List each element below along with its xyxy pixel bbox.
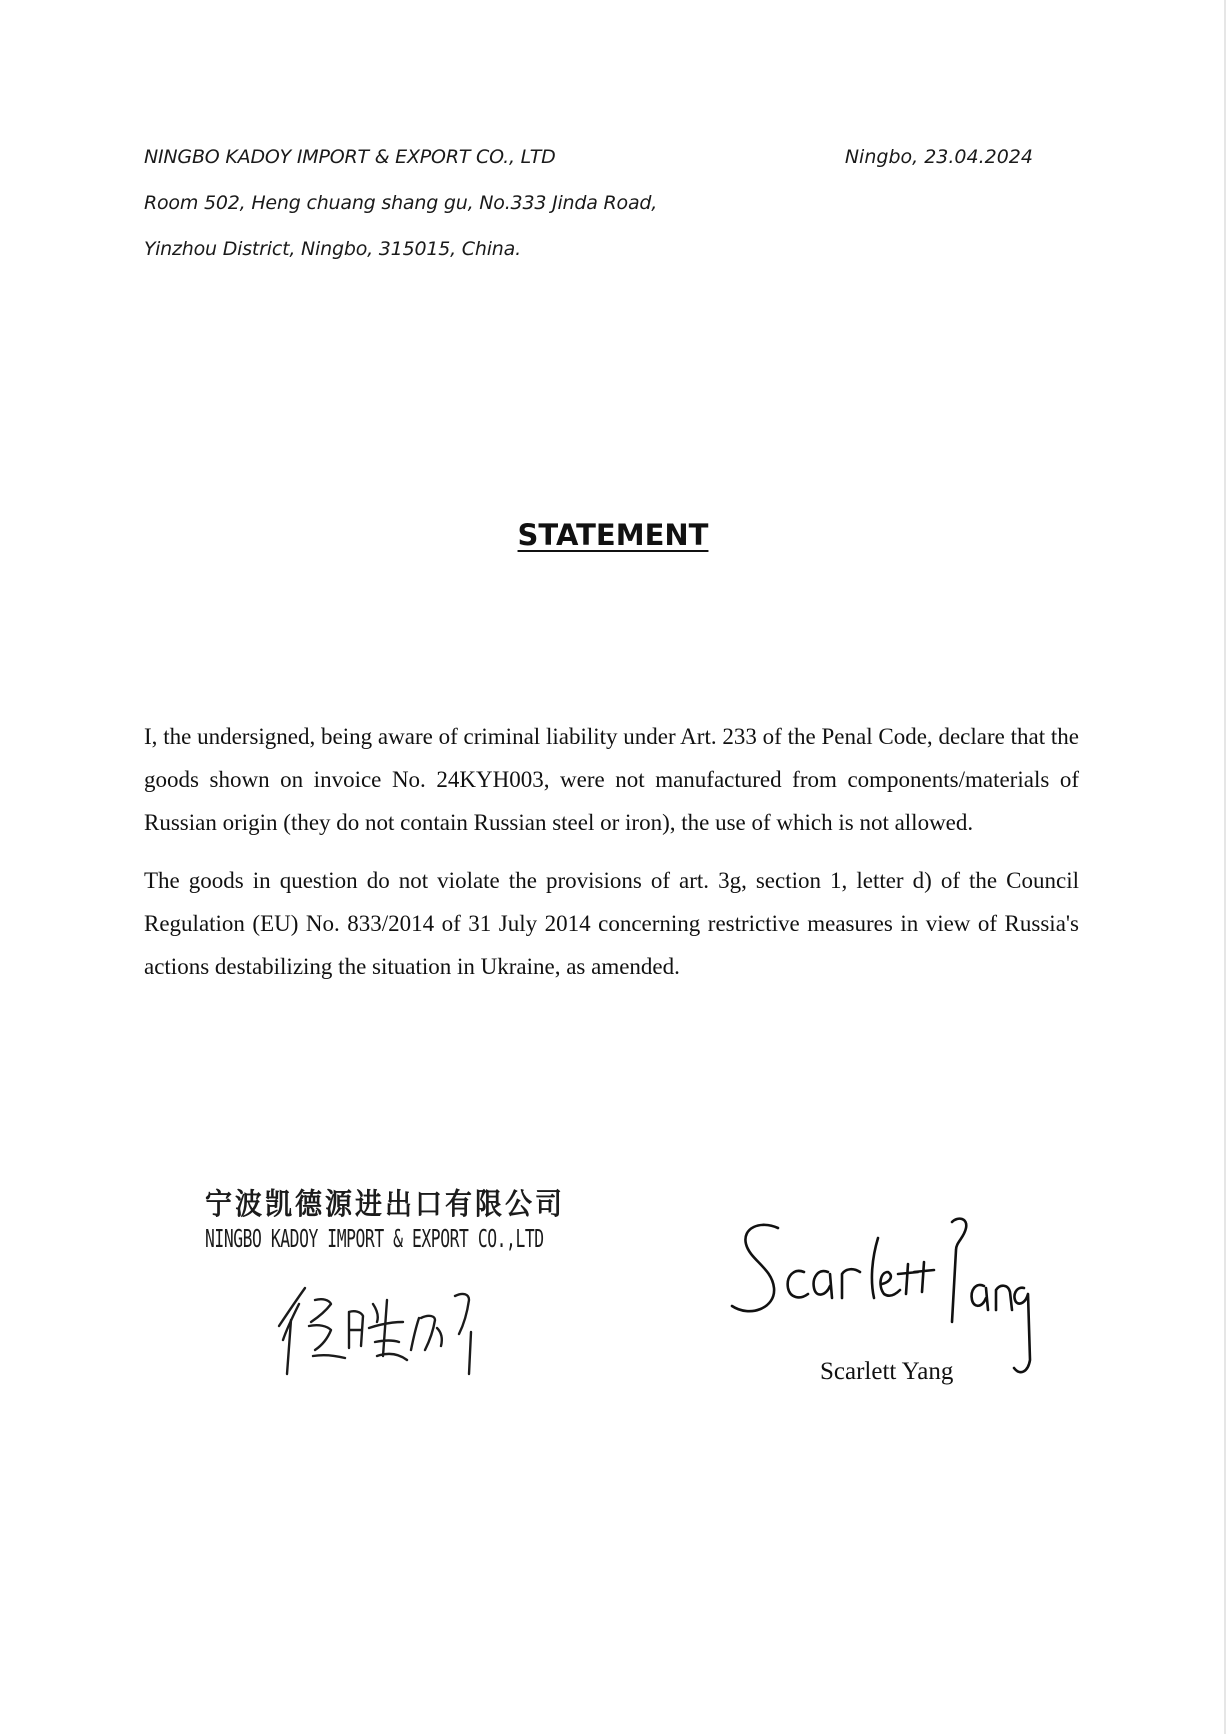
stamp-chinese-name: 宁波凯德源进出口有限公司 bbox=[205, 1187, 565, 1222]
address-line-1: Room 502, Heng chuang shang gu, No.333 Jinda Road, bbox=[144, 192, 658, 214]
place-date: Ningbo, 23.04.2024 bbox=[844, 146, 1033, 168]
statement-paragraph-2: The goods in question do not violate the provisions of art. 3g, section 1, letter d) of the Council Regulation (EU) No. 833/2014 of 31 July 2014 concerning restrictive measures in view of Russia's actions destabilizing the situation in Ukraine, as amended. bbox=[144, 868, 1079, 979]
stamp-english-name: NINGBO KADOY IMPORT & EXPORT CO.,LTD bbox=[205, 1225, 544, 1254]
stamp-handwritten-signature bbox=[265, 1270, 485, 1380]
signature-block bbox=[720, 1210, 1060, 1400]
company-stamp bbox=[205, 1180, 565, 1380]
company-name: NINGBO KADOY IMPORT & EXPORT CO., LTD bbox=[144, 146, 556, 168]
statement-body bbox=[144, 715, 1079, 1003]
statement-paragraph-1: I, the undersigned, being aware of criminal liability under Art. 233 of the Penal Code, declare that the goods shown on invoice No. 24KYH003, were not manufactured from components/materials of Russian origin (they do not contain Russian steel or iron), the use of which is not allowed. bbox=[144, 724, 1079, 835]
signer-name: Scarlett Yang bbox=[820, 1358, 954, 1385]
document-title: STATEMENT bbox=[517, 518, 709, 552]
address-line-2: Yinzhou District, Ningbo, 315015, China. bbox=[144, 238, 521, 260]
